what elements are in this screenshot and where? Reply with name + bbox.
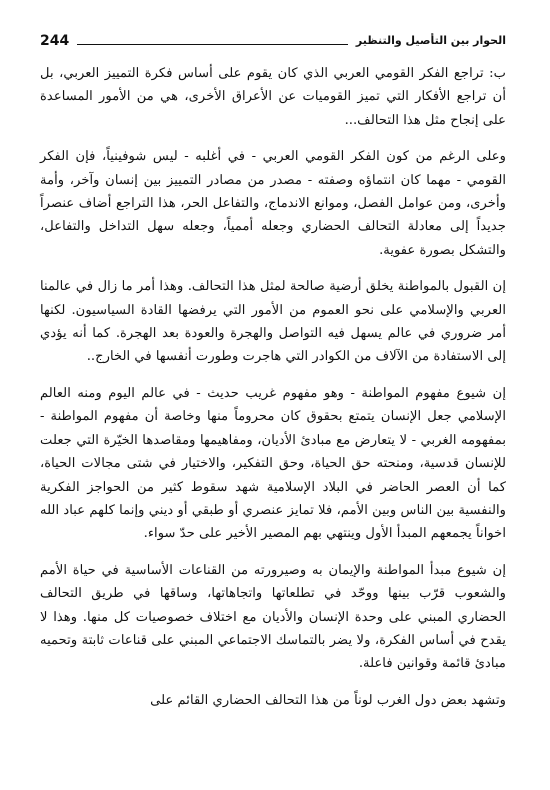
- paragraph: وتشهد بعض دول الغرب لوناً من هذا التحالف الحضاري القائم على: [150, 692, 506, 708]
- page-body: [40, 62, 506, 725]
- page-header: [40, 28, 506, 48]
- header-rule: [77, 44, 348, 45]
- running-title: الحوار بين التأصيل والتنظير: [355, 34, 506, 47]
- page-number: 244: [40, 33, 70, 49]
- paragraph: إن شيوع مبدأ المواطنة والإيمان به وصيرورته من القناعات الأساسية في حياة الأمم والشعوب قرّب بينها ووحّد في تطلعاتها واتجاهاتها، وساقها في طريق التحالف الحضاري المبني على وحدة الإنسان والأديان مع اختلاف خصوصيات كل منها. وهذا لا يقدح في أساس الفكرة، ولا يضر بالتماسك الاجتماعي المبني على قناعات ثابتة وتحميه مبادئ قائمة وقوانين فاعلة.: [40, 562, 506, 672]
- paragraph: ب: تراجع الفكر القومي العربي الذي كان يقوم على أساس فكرة التمييز العربي، بل أن تراجع الأفكار التي تميز القوميات عن الأعراق الأخرى، هي من الأمور المساعدة على إنجاح مثل هذا التحالف...: [40, 66, 506, 128]
- paragraph: إن شيوع مفهوم المواطنة - وهو مفهوم غريب حديث - في عالم اليوم ومنه العالم الإسلامي جعل الإنسان يتمتع بحقوق كان محروماً منها وخاصة أن مفهوم المواطنة - بمفهومه الغربي - لا يتعارض مع مبادئ الأديان، ومفاهيمها ومقاصدها الخيّرة التي جعلت للإنسان قدسية، ومنحته حق الحياة، وحق التفكير، والاختيار في شتى مجالات الحياة، كما أن العصر الحاضر في البلاد الإسلامية شهد سقوط كثير من الحواجز الفكرية والنفسية بين الناس وبين الأمم، فلا تمايز عنصري أو طبقي أو ديني وإنما كلهم عباد الله اخواناً يجمعهم المبدأ الأول وينتهي بهم المصير الأخير على حدّ سواء.: [40, 385, 506, 542]
- paragraph: إن القبول بالمواطنة يخلق أرضية صالحة لمثل هذا التحالف. وهذا أمر ما زال في عالمنا العربي والإسلامي على نحو العموم من الأمور التي يرفضها القادة السياسيون. لكنها أمر ضروري في عالم يسهل فيه التواصل والهجرة والعودة بعد الهجرة. كما أنه يؤدي إلى الاستفادة من الآلاف من الكوادر التي هاجرت وطورت أنفسها في الخارج..: [40, 279, 506, 365]
- paragraph: وعلى الرغم من كون الفكر القومي العربي - في أغلبه - ليس شوفينياً، فإن الفكر القومي - مهما كان انتماؤه وصفته - مصدر من مصادر التمييز بين إنسان وآخر، وأمة وأخرى، ومن عوامل الفصل، وموانع الاندماج، والتفاعل الحر، هذا التراجع أضاف عنصراً جديداً إلى معادلة التحالف الحضاري وجعله أممياً، وجعله سهل التداخل والتفاعل، والتشكل بصورة عفوية.: [40, 149, 506, 258]
